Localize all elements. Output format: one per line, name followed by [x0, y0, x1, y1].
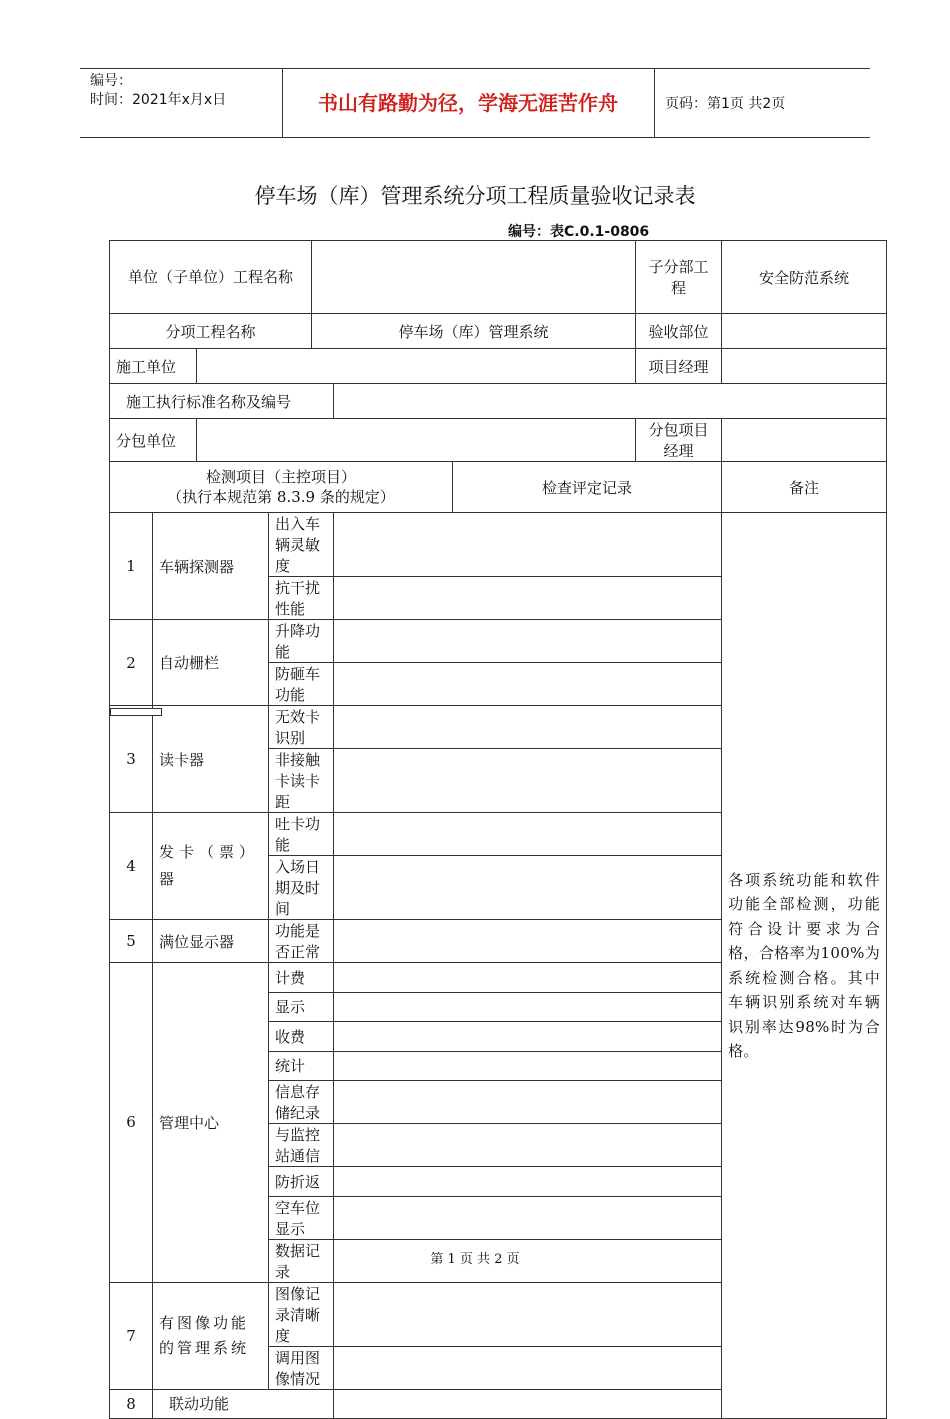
subcontract-unit-value[interactable]: [197, 419, 636, 462]
check-record[interactable]: [334, 1124, 722, 1167]
header-meta-cell: [80, 69, 283, 137]
check-item: 出入车辆灵敏度: [269, 513, 334, 577]
check-item: 防砸车功能: [269, 663, 334, 706]
project-manager-label: 项目经理: [636, 349, 722, 384]
unit-project-row: [110, 241, 887, 314]
check-item: 功能是否正常: [269, 920, 334, 963]
check-record[interactable]: [334, 1022, 722, 1052]
header-page-cell: [655, 69, 870, 137]
construction-unit-value[interactable]: [197, 349, 636, 384]
item-name: 联动功能: [153, 1389, 334, 1419]
check-item: 信息存储纪录: [269, 1081, 334, 1124]
check-record[interactable]: [334, 813, 722, 856]
check-item: 抗干扰性能: [269, 577, 334, 620]
remark-header: 备注: [722, 462, 887, 513]
item-name: 自动栅栏: [153, 620, 269, 706]
item-no: 4: [110, 813, 153, 920]
construction-unit-label: 施工单位: [110, 349, 197, 384]
check-record[interactable]: [334, 1346, 722, 1389]
table-row: [110, 513, 887, 577]
check-item: 空车位显示: [269, 1196, 334, 1239]
item-name-label: 分项工程名称: [110, 314, 312, 349]
check-record[interactable]: [334, 963, 722, 993]
subcontract-row: [110, 419, 887, 462]
check-record[interactable]: [334, 577, 722, 620]
document-title: 停车场（库）管理系统分项工程质量验收记录表: [254, 184, 696, 208]
unit-project-value[interactable]: [312, 241, 636, 314]
check-item: 非接触卡读卡距: [269, 749, 334, 813]
item-no: 5: [110, 920, 153, 963]
standard-label: 施工执行标准名称及编号: [110, 384, 334, 419]
acceptance-form: [109, 240, 887, 1419]
item-name-row: [110, 314, 887, 349]
check-item: 升降功能: [269, 620, 334, 663]
unit-project-label: 单位（子单位）工程名称: [110, 241, 312, 314]
item-name: 管理中心: [153, 963, 269, 1283]
check-record[interactable]: [334, 620, 722, 663]
check-item: 无效卡识别: [269, 706, 334, 749]
item-name: 车辆探测器: [153, 513, 269, 620]
header-slogan-cell: [282, 69, 655, 137]
item-no: 1: [110, 513, 153, 620]
check-record[interactable]: [334, 920, 722, 963]
item-name: 满位显示器: [153, 920, 269, 963]
page-label: 页码：第1页 共2页: [665, 96, 786, 112]
item-no: 2: [110, 620, 153, 706]
standard-row: [110, 384, 887, 419]
item-name: 读卡器: [153, 706, 269, 813]
acceptance-part-value[interactable]: [722, 314, 887, 349]
record-header: 检查评定记录: [453, 462, 722, 513]
check-record[interactable]: [334, 1389, 722, 1419]
check-record[interactable]: [334, 1167, 722, 1197]
items-header-line1: 检测项目（主控项目）: [206, 468, 357, 486]
check-item: 图像记录清晰度: [269, 1282, 334, 1346]
subcontract-manager-label: 分包项目经理: [636, 419, 722, 462]
check-item: 调用图像情况: [269, 1346, 334, 1389]
sub-division-value: 安全防范系统: [722, 241, 887, 314]
check-item: 数据记录: [269, 1239, 334, 1282]
check-item: 入场日期及时间: [269, 856, 334, 920]
stray-box: [110, 708, 162, 716]
remark-note: 各项系统功能和软件功能全部检测，功能符合设计要求为合格，合格率为100%为系统检测合格。其中车辆识别系统对车辆识别率达98%时为合格。: [722, 513, 887, 1419]
page-footer: 第 1 页 共 2 页: [430, 1252, 520, 1267]
items-header: [110, 462, 453, 513]
check-item: 吐卡功能: [269, 813, 334, 856]
items-header-row: [110, 462, 887, 513]
check-item: 计费: [269, 963, 334, 993]
check-item: 显示: [269, 992, 334, 1022]
item-no: 7: [110, 1282, 153, 1389]
time-label: 时间：2021年x月x日: [90, 92, 227, 108]
page-header: [80, 68, 870, 138]
standard-value[interactable]: [334, 384, 887, 419]
check-record[interactable]: [334, 1282, 722, 1346]
check-item: 收费: [269, 1022, 334, 1052]
check-record[interactable]: [334, 1081, 722, 1124]
check-record[interactable]: [334, 856, 722, 920]
check-record[interactable]: [334, 749, 722, 813]
item-name: 发卡（票）器: [153, 813, 269, 920]
item-no: 8: [110, 1389, 153, 1419]
check-record[interactable]: [334, 1196, 722, 1239]
project-manager-value[interactable]: [722, 349, 887, 384]
check-record[interactable]: [334, 513, 722, 577]
check-record[interactable]: [334, 663, 722, 706]
construction-unit-row: [110, 349, 887, 384]
sub-division-label: 子分部工程: [636, 241, 722, 314]
item-no: 3: [110, 706, 153, 813]
acceptance-part-label: 验收部位: [636, 314, 722, 349]
subcontract-manager-value[interactable]: [722, 419, 887, 462]
check-record[interactable]: [334, 1051, 722, 1081]
subcontract-unit-label: 分包单位: [110, 419, 197, 462]
check-record[interactable]: [334, 706, 722, 749]
item-name: 有图像功能的管理系统: [153, 1282, 269, 1389]
item-no: 6: [110, 963, 153, 1283]
check-item: 防折返: [269, 1167, 334, 1197]
number-label: 编号：: [90, 73, 132, 89]
item-name-value: 停车场（库）管理系统: [312, 314, 636, 349]
form-number: 编号：表C.0.1-0806: [508, 224, 650, 240]
check-item: 与监控站通信: [269, 1124, 334, 1167]
check-record[interactable]: [334, 992, 722, 1022]
check-item: 统计: [269, 1051, 334, 1081]
slogan: 书山有路勤为径，学海无涯苦作舟: [318, 91, 618, 115]
items-header-line2: （执行本规范第 8.3.9 条的规定）: [167, 488, 395, 506]
